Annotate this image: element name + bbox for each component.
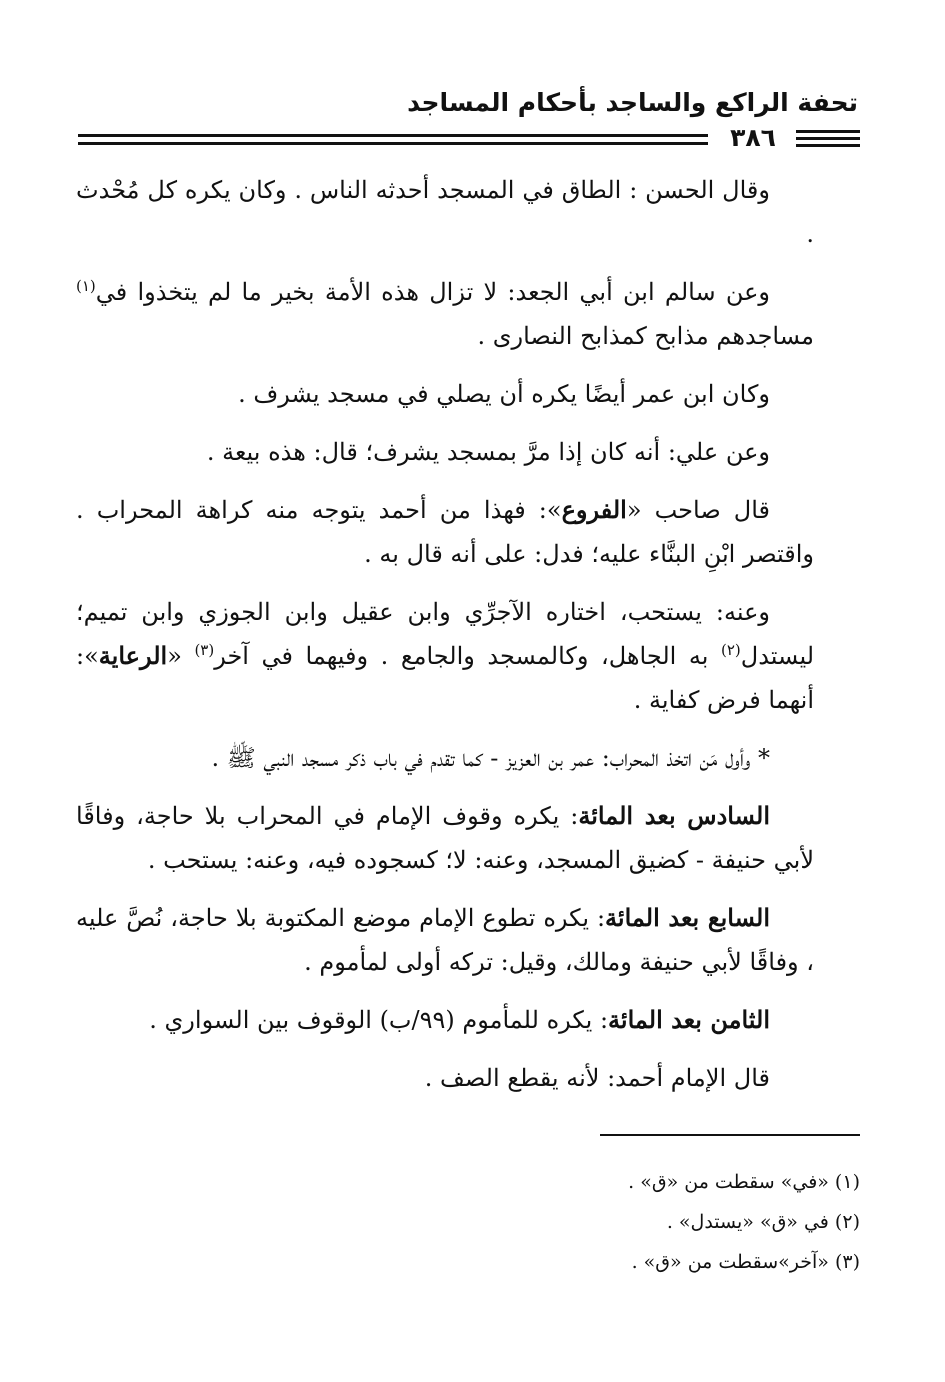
paragraph (76, 270, 814, 358)
footnote-ref: (٣) (194, 641, 215, 659)
paragraph-text: وكان ابن عمر أيضًا يكره أن يصلي في مسجد يشرف . (238, 380, 770, 408)
book-title: الرعاية (98, 641, 168, 670)
paragraph-text: « (167, 642, 195, 670)
footnote: (٢) في «ق» «يستدل» . (666, 1211, 860, 1233)
paragraph-text: »: أنهما فرض كفاية . (76, 642, 814, 714)
page-number: ٣٨٦ (730, 123, 776, 152)
paragraph (76, 372, 814, 416)
paragraph-text: وعن سالم ابن أبي الجعد: لا تزال هذه الأمة بخير ما لم يتخذوا في (95, 278, 770, 306)
footnote: (١) «في» سقطت من «ق» . (628, 1171, 860, 1193)
paragraph (76, 488, 814, 576)
main-text (76, 168, 814, 1114)
paragraph-text: به الجاهل، وكالمسجد والجامع . وفيهما في آخر (214, 642, 721, 670)
paragraph-text: : يكره للمأموم (٩٩/ب) الوقوف بين السواري . (149, 1006, 609, 1034)
paragraph (76, 430, 814, 474)
paragraph-text: : يكره تطوع الإمام موضع المكتوبة بلا حاجة، نُصَّ عليه ، وفاقًا لأبي حنيفة ومالك، وقيل: تركه أولى لمأموم . (76, 904, 814, 976)
page-number-rule (796, 144, 860, 147)
footnotes (300, 1162, 860, 1282)
paragraph-text: وقال الحسن : الطاق في المسجد أحدثه الناس . وكان يكره كل مُحْدث . (76, 176, 814, 248)
paragraph-text: قال الإمام أحمد: لأنه يقطع الصف . (424, 1064, 770, 1092)
paragraph (76, 736, 814, 780)
footnote-separator (600, 1134, 860, 1136)
paragraph-text: وعن علي: أنه كان إذا مرَّ بمسجد يشرف؛ قال: هذه بيعة . (206, 438, 770, 466)
footnote-ref: (١) (76, 277, 96, 295)
header-rule-line (78, 142, 708, 145)
footnote-ref: (٢) (720, 641, 741, 659)
page-number-rule (796, 130, 860, 133)
header-rule-line (78, 134, 708, 137)
footnote: (٣) «آخر»سقطت من «ق» . (631, 1251, 860, 1273)
paragraph-text: * وأول مَن اتخذ المحراب: عمر بن العزيز - كما تقدم في باب ذكر مسجد النبي ﷺ . (211, 744, 770, 772)
page-number-rule (796, 137, 860, 140)
paragraph-text: »: فهذا من أحمد يتوجه منه كراهة المحراب . واقتصر ابْنِ البنَّاء عليه؛ فدل: على أنه قال به . (76, 496, 814, 568)
paragraph (76, 794, 814, 882)
section-heading: الثامن بعد المائة (608, 1005, 770, 1034)
paragraph-text: قال صاحب « (626, 496, 771, 524)
header-rule (78, 124, 860, 152)
paragraph (76, 1056, 814, 1100)
paragraph-text: وعنه: يستحب، اختاره الآجرِّي وابن عقيل وابن الجوزي وابن تميم؛ ليستدل (76, 598, 815, 670)
paragraph (76, 168, 814, 256)
paragraph-text: مساجدهم مذابح كمذابح النصارى . (477, 322, 814, 350)
paragraph (76, 590, 814, 722)
section-heading: السابع بعد المائة (605, 903, 770, 932)
running-title: تحفة الراكع والساجد بأحكام المساجد (407, 88, 858, 117)
book-title: الفروع (561, 495, 627, 524)
paragraph (76, 896, 814, 984)
paragraph (76, 998, 814, 1042)
paragraph-text: : يكره وقوف الإمام في المحراب بلا حاجة، وفاقًا لأبي حنيفة - كضيق المسجد، وعنه: لا؛ كسجوده فيه، وعنه: يستحب . (76, 802, 814, 874)
section-heading: السادس بعد المائة (578, 801, 770, 830)
